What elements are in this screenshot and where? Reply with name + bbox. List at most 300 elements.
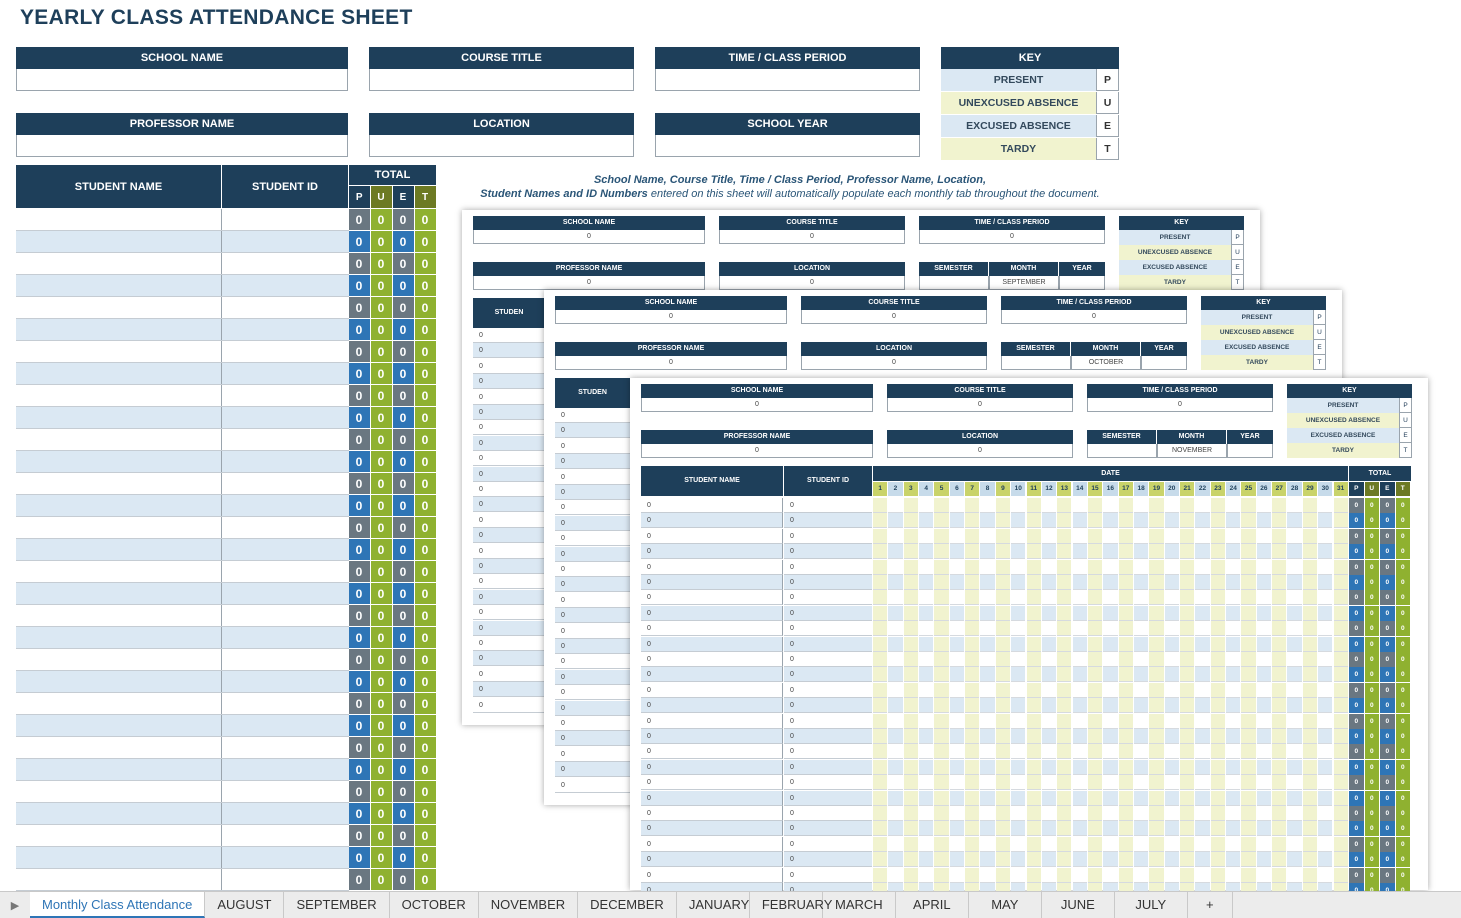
pv-day-cell[interactable]	[950, 667, 964, 682]
pv-day-cell[interactable]	[1165, 744, 1179, 759]
pv-day-cell[interactable]	[1149, 621, 1163, 636]
pv-day-cell[interactable]	[919, 652, 933, 667]
pv-day-cell[interactable]	[1195, 729, 1209, 744]
pv-day-cell[interactable]	[1011, 652, 1025, 667]
pv-day-cell[interactable]	[1027, 760, 1041, 775]
pv-day-cell[interactable]	[1057, 791, 1071, 806]
pv-day-cell[interactable]	[1195, 575, 1209, 590]
pv-day-cell[interactable]	[1180, 868, 1194, 883]
pv-day-cell[interactable]	[1149, 606, 1163, 621]
student-id-cell[interactable]	[222, 319, 349, 341]
pv-day-cell[interactable]	[1226, 729, 1240, 744]
school-year-field[interactable]	[655, 113, 920, 157]
pv-day-cell[interactable]	[1165, 775, 1179, 790]
pv-day-cell[interactable]	[1057, 621, 1071, 636]
student-name-cell[interactable]	[16, 231, 222, 253]
pv-day-cell[interactable]	[1195, 714, 1209, 729]
time-class-period-input[interactable]	[655, 69, 920, 91]
pv-day-cell[interactable]	[1027, 791, 1041, 806]
pv-day-cell[interactable]	[888, 606, 902, 621]
pv-day-cell[interactable]	[1211, 590, 1225, 605]
pv-day-cell[interactable]	[888, 667, 902, 682]
pv-day-cell[interactable]	[1241, 760, 1255, 775]
pv-day-cell[interactable]	[1042, 837, 1056, 852]
pv-day-cell[interactable]	[919, 868, 933, 883]
pv-day-cell[interactable]	[1103, 775, 1117, 790]
pv-day-cell[interactable]	[919, 513, 933, 528]
pv-day-cell[interactable]	[873, 621, 887, 636]
pv-day-cell[interactable]	[980, 806, 994, 821]
pv-day-cell[interactable]	[934, 590, 948, 605]
pv-day-cell[interactable]	[1165, 698, 1179, 713]
pv-day-cell[interactable]	[1119, 667, 1133, 682]
pv-day-cell[interactable]	[1257, 683, 1271, 698]
pv-day-cell[interactable]	[1165, 683, 1179, 698]
pv-day-cell[interactable]	[934, 544, 948, 559]
pv-day-cell[interactable]	[1241, 868, 1255, 883]
pv-day-cell[interactable]	[904, 729, 918, 744]
pv-day-cell[interactable]	[1027, 714, 1041, 729]
pv-day-cell[interactable]	[888, 744, 902, 759]
pv-day-cell[interactable]	[934, 852, 948, 867]
student-name-cell[interactable]	[16, 407, 222, 429]
pv-day-cell[interactable]	[1334, 529, 1348, 544]
pv-day-cell[interactable]	[1165, 791, 1179, 806]
pv-day-cell[interactable]	[980, 652, 994, 667]
pv-day-cell[interactable]	[1134, 529, 1148, 544]
pv-day-cell[interactable]	[1088, 667, 1102, 682]
pv-day-cell[interactable]	[1057, 775, 1071, 790]
pv-day-cell[interactable]	[1119, 837, 1133, 852]
pv-day-cell[interactable]	[1257, 806, 1271, 821]
pv-day-cell[interactable]	[996, 837, 1010, 852]
pv-day-cell[interactable]	[1303, 529, 1317, 544]
student-name-cell[interactable]	[16, 495, 222, 517]
pv-day-cell[interactable]	[1103, 667, 1117, 682]
pv-day-cell[interactable]	[1318, 837, 1332, 852]
pv-day-cell[interactable]	[1103, 637, 1117, 652]
pv-day-cell[interactable]	[1073, 791, 1087, 806]
pv-day-cell[interactable]	[1334, 837, 1348, 852]
pv-day-cell[interactable]	[1180, 621, 1194, 636]
pv-day-cell[interactable]	[1257, 590, 1271, 605]
pv-day-cell[interactable]	[965, 498, 979, 513]
pv-day-cell[interactable]	[950, 529, 964, 544]
pv-day-cell[interactable]	[873, 729, 887, 744]
pv-day-cell[interactable]	[1195, 837, 1209, 852]
pv-day-cell[interactable]	[1149, 560, 1163, 575]
pv-day-cell[interactable]	[1303, 852, 1317, 867]
add-sheet-button[interactable]: +	[1188, 892, 1233, 918]
pv-day-cell[interactable]	[996, 544, 1010, 559]
pv-day-cell[interactable]	[1088, 714, 1102, 729]
pv-day-cell[interactable]	[1011, 806, 1025, 821]
pv-day-cell[interactable]	[1287, 806, 1301, 821]
pv-day-cell[interactable]	[1119, 529, 1133, 544]
pv-day-cell[interactable]	[1272, 837, 1286, 852]
pv-day-cell[interactable]	[1149, 529, 1163, 544]
pv-day-cell[interactable]	[1334, 714, 1348, 729]
pv-day-cell[interactable]	[1272, 529, 1286, 544]
pv-day-cell[interactable]	[1027, 852, 1041, 867]
pv-day-cell[interactable]	[996, 729, 1010, 744]
pv-day-cell[interactable]	[1180, 498, 1194, 513]
pv-day-cell[interactable]	[1027, 637, 1041, 652]
pv-day-cell[interactable]	[1257, 606, 1271, 621]
pv-day-cell[interactable]	[1318, 529, 1332, 544]
pv-day-cell[interactable]	[1226, 513, 1240, 528]
pv-day-cell[interactable]	[980, 621, 994, 636]
pv-day-cell[interactable]	[1011, 868, 1025, 883]
pv-day-cell[interactable]	[996, 821, 1010, 836]
pv-day-cell[interactable]	[1211, 821, 1225, 836]
pv-day-cell[interactable]	[1057, 575, 1071, 590]
pv-day-cell[interactable]	[1011, 760, 1025, 775]
pv-day-cell[interactable]	[1042, 590, 1056, 605]
pv-day-cell[interactable]	[1334, 791, 1348, 806]
pv-day-cell[interactable]	[1073, 621, 1087, 636]
pv-day-cell[interactable]	[1257, 852, 1271, 867]
pv-day-cell[interactable]	[1119, 513, 1133, 528]
pv-day-cell[interactable]	[996, 606, 1010, 621]
pv-day-cell[interactable]	[1226, 667, 1240, 682]
pv-day-cell[interactable]	[904, 791, 918, 806]
pv-day-cell[interactable]	[1334, 760, 1348, 775]
pv-day-cell[interactable]	[1180, 714, 1194, 729]
pv-day-cell[interactable]	[1226, 529, 1240, 544]
pv-day-cell[interactable]	[1180, 575, 1194, 590]
pv-day-cell[interactable]	[888, 590, 902, 605]
student-name-cell[interactable]	[16, 869, 222, 891]
pv-day-cell[interactable]	[1088, 529, 1102, 544]
pv-day-cell[interactable]	[1272, 729, 1286, 744]
pv-day-cell[interactable]	[1287, 544, 1301, 559]
student-name-cell[interactable]	[16, 473, 222, 495]
pv-day-cell[interactable]	[1287, 590, 1301, 605]
pv-day-cell[interactable]	[904, 698, 918, 713]
pv-day-cell[interactable]	[934, 621, 948, 636]
pv-day-cell[interactable]	[1027, 837, 1041, 852]
student-id-cell[interactable]	[222, 759, 349, 781]
pv-day-cell[interactable]	[888, 621, 902, 636]
pv-day-cell[interactable]	[1226, 852, 1240, 867]
professor-name-field[interactable]	[16, 113, 348, 157]
pv-day-cell[interactable]	[1103, 806, 1117, 821]
pv-day-cell[interactable]	[1195, 513, 1209, 528]
pv-day-cell[interactable]	[873, 606, 887, 621]
pv-day-cell[interactable]	[1180, 637, 1194, 652]
pv-day-cell[interactable]	[1011, 637, 1025, 652]
pv-day-cell[interactable]	[1103, 683, 1117, 698]
pv-day-cell[interactable]	[1165, 806, 1179, 821]
pv-day-cell[interactable]	[1027, 868, 1041, 883]
pv-day-cell[interactable]	[1149, 852, 1163, 867]
pv-day-cell[interactable]	[934, 652, 948, 667]
pv-day-cell[interactable]	[1303, 868, 1317, 883]
pv-day-cell[interactable]	[1149, 544, 1163, 559]
pv-day-cell[interactable]	[1287, 868, 1301, 883]
pv-day-cell[interactable]	[1226, 637, 1240, 652]
pv-day-cell[interactable]	[873, 544, 887, 559]
pv-day-cell[interactable]	[1287, 791, 1301, 806]
pv-day-cell[interactable]	[1334, 806, 1348, 821]
pv-day-cell[interactable]	[919, 729, 933, 744]
pv-day-cell[interactable]	[1103, 621, 1117, 636]
pv-day-cell[interactable]	[1211, 652, 1225, 667]
pv-day-cell[interactable]	[1180, 529, 1194, 544]
pv-day-cell[interactable]	[1180, 667, 1194, 682]
student-name-cell[interactable]	[16, 561, 222, 583]
pv-day-cell[interactable]	[1165, 714, 1179, 729]
pv-day-cell[interactable]	[1073, 498, 1087, 513]
pv-day-cell[interactable]	[1318, 498, 1332, 513]
pv-day-cell[interactable]	[873, 683, 887, 698]
pv-day-cell[interactable]	[1257, 667, 1271, 682]
pv-day-cell[interactable]	[1318, 852, 1332, 867]
pv-day-cell[interactable]	[1165, 621, 1179, 636]
pv-day-cell[interactable]	[1134, 806, 1148, 821]
pv-day-cell[interactable]	[934, 606, 948, 621]
pv-day-cell[interactable]	[965, 760, 979, 775]
pv-day-cell[interactable]	[996, 637, 1010, 652]
pv-day-cell[interactable]	[888, 760, 902, 775]
pv-day-cell[interactable]	[1119, 744, 1133, 759]
pv-day-cell[interactable]	[1180, 852, 1194, 867]
pv-day-cell[interactable]	[965, 714, 979, 729]
pv-day-cell[interactable]	[904, 744, 918, 759]
pv-day-cell[interactable]	[1165, 729, 1179, 744]
pv-day-cell[interactable]	[1119, 621, 1133, 636]
pv-day-cell[interactable]	[1241, 637, 1255, 652]
pv-day-cell[interactable]	[1211, 606, 1225, 621]
pv-day-cell[interactable]	[1042, 714, 1056, 729]
pv-day-cell[interactable]	[1088, 837, 1102, 852]
pv-day-cell[interactable]	[1134, 590, 1148, 605]
pv-day-cell[interactable]	[1042, 513, 1056, 528]
pv-day-cell[interactable]	[996, 744, 1010, 759]
pv-day-cell[interactable]	[950, 637, 964, 652]
pv-day-cell[interactable]	[1042, 760, 1056, 775]
pv-day-cell[interactable]	[1073, 606, 1087, 621]
pv-day-cell[interactable]	[1057, 637, 1071, 652]
pv-day-cell[interactable]	[1303, 775, 1317, 790]
pv-day-cell[interactable]	[1272, 806, 1286, 821]
pv-day-cell[interactable]	[1011, 513, 1025, 528]
pv-day-cell[interactable]	[934, 868, 948, 883]
student-name-cell[interactable]	[16, 363, 222, 385]
pv-day-cell[interactable]	[873, 791, 887, 806]
pv-day-cell[interactable]	[934, 837, 948, 852]
pv-day-cell[interactable]	[888, 529, 902, 544]
pv-day-cell[interactable]	[1027, 606, 1041, 621]
pv-day-cell[interactable]	[1334, 590, 1348, 605]
pv-day-cell[interactable]	[1195, 760, 1209, 775]
pv-day-cell[interactable]	[1057, 683, 1071, 698]
pv-day-cell[interactable]	[1226, 868, 1240, 883]
pv-day-cell[interactable]	[1027, 775, 1041, 790]
pv-day-cell[interactable]	[1272, 791, 1286, 806]
pv-day-cell[interactable]	[873, 852, 887, 867]
pv-day-cell[interactable]	[904, 760, 918, 775]
pv-day-cell[interactable]	[1103, 852, 1117, 867]
pv-day-cell[interactable]	[965, 806, 979, 821]
pv-day-cell[interactable]	[1226, 760, 1240, 775]
pv-day-cell[interactable]	[980, 513, 994, 528]
pv-day-cell[interactable]	[1211, 698, 1225, 713]
pv-day-cell[interactable]	[1287, 698, 1301, 713]
pv-day-cell[interactable]	[1303, 714, 1317, 729]
pv-day-cell[interactable]	[1287, 637, 1301, 652]
pv-day-cell[interactable]	[950, 560, 964, 575]
pv-day-cell[interactable]	[996, 698, 1010, 713]
student-id-cell[interactable]	[222, 583, 349, 605]
pv-day-cell[interactable]	[1180, 698, 1194, 713]
pv-day-cell[interactable]	[1195, 544, 1209, 559]
pv-day-cell[interactable]	[1226, 560, 1240, 575]
pv-day-cell[interactable]	[965, 837, 979, 852]
pv-day-cell[interactable]	[1287, 837, 1301, 852]
pv-day-cell[interactable]	[934, 775, 948, 790]
pv-day-cell[interactable]	[1011, 837, 1025, 852]
pv-day-cell[interactable]	[1195, 590, 1209, 605]
pv-day-cell[interactable]	[1334, 652, 1348, 667]
pv-day-cell[interactable]	[1318, 560, 1332, 575]
pv-day-cell[interactable]	[888, 837, 902, 852]
pv-day-cell[interactable]	[1057, 837, 1071, 852]
pv-day-cell[interactable]	[1057, 560, 1071, 575]
pv-day-cell[interactable]	[1134, 667, 1148, 682]
pv-day-cell[interactable]	[1073, 852, 1087, 867]
pv-day-cell[interactable]	[1119, 590, 1133, 605]
sheet-tab-april[interactable]: APRIL	[896, 892, 969, 918]
pv-day-cell[interactable]	[934, 791, 948, 806]
pv-day-cell[interactable]	[1272, 760, 1286, 775]
pv-day-cell[interactable]	[1088, 560, 1102, 575]
pv-day-cell[interactable]	[888, 852, 902, 867]
student-id-cell[interactable]	[222, 693, 349, 715]
pv-day-cell[interactable]	[904, 498, 918, 513]
pv-day-cell[interactable]	[1272, 744, 1286, 759]
pv-day-cell[interactable]	[1287, 575, 1301, 590]
pv-day-cell[interactable]	[1211, 667, 1225, 682]
pv-day-cell[interactable]	[873, 652, 887, 667]
pv-day-cell[interactable]	[1272, 652, 1286, 667]
pv-day-cell[interactable]	[1027, 544, 1041, 559]
pv-day-cell[interactable]	[888, 683, 902, 698]
pv-day-cell[interactable]	[1257, 821, 1271, 836]
pv-day-cell[interactable]	[904, 852, 918, 867]
pv-day-cell[interactable]	[1180, 837, 1194, 852]
pv-day-cell[interactable]	[1180, 744, 1194, 759]
pv-day-cell[interactable]	[950, 714, 964, 729]
pv-day-cell[interactable]	[1226, 837, 1240, 852]
pv-day-cell[interactable]	[1119, 698, 1133, 713]
pv-day-cell[interactable]	[919, 606, 933, 621]
student-id-cell[interactable]	[222, 209, 349, 231]
student-name-cell[interactable]	[16, 583, 222, 605]
pv-day-cell[interactable]	[1318, 667, 1332, 682]
pv-day-cell[interactable]	[1103, 698, 1117, 713]
pv-day-cell[interactable]	[996, 560, 1010, 575]
pv-day-cell[interactable]	[1211, 852, 1225, 867]
pv-day-cell[interactable]	[1303, 590, 1317, 605]
student-id-cell[interactable]	[222, 297, 349, 319]
pv-day-cell[interactable]	[888, 698, 902, 713]
pv-day-cell[interactable]	[919, 529, 933, 544]
pv-day-cell[interactable]	[1226, 544, 1240, 559]
pv-day-cell[interactable]	[1241, 744, 1255, 759]
pv-day-cell[interactable]	[1073, 760, 1087, 775]
pv-day-cell[interactable]	[1318, 513, 1332, 528]
sheet-tab-may[interactable]: MAY	[969, 892, 1042, 918]
pv-day-cell[interactable]	[1149, 698, 1163, 713]
pv-day-cell[interactable]	[1334, 729, 1348, 744]
pv-day-cell[interactable]	[1195, 683, 1209, 698]
pv-day-cell[interactable]	[950, 590, 964, 605]
pv-day-cell[interactable]	[1287, 560, 1301, 575]
pv-day-cell[interactable]	[934, 575, 948, 590]
pv-day-cell[interactable]	[1226, 621, 1240, 636]
pv-day-cell[interactable]	[1334, 498, 1348, 513]
pv-day-cell[interactable]	[1303, 560, 1317, 575]
pv-day-cell[interactable]	[1272, 621, 1286, 636]
pv-day-cell[interactable]	[1134, 729, 1148, 744]
pv-day-cell[interactable]	[1073, 590, 1087, 605]
pv-day-cell[interactable]	[888, 575, 902, 590]
pv-day-cell[interactable]	[1257, 837, 1271, 852]
pv-day-cell[interactable]	[1287, 606, 1301, 621]
pv-day-cell[interactable]	[1241, 544, 1255, 559]
pv-day-cell[interactable]	[965, 544, 979, 559]
pv-day-cell[interactable]	[1241, 529, 1255, 544]
sheet-tab-june[interactable]: JUNE	[1042, 892, 1115, 918]
pv-day-cell[interactable]	[1119, 729, 1133, 744]
pv-day-cell[interactable]	[1257, 775, 1271, 790]
pv-day-cell[interactable]	[1180, 513, 1194, 528]
pv-day-cell[interactable]	[1303, 575, 1317, 590]
pv-day-cell[interactable]	[904, 544, 918, 559]
pv-day-cell[interactable]	[1195, 667, 1209, 682]
pv-day-cell[interactable]	[873, 637, 887, 652]
pv-day-cell[interactable]	[1303, 683, 1317, 698]
pv-day-cell[interactable]	[1165, 606, 1179, 621]
pv-day-cell[interactable]	[904, 621, 918, 636]
pv-day-cell[interactable]	[919, 837, 933, 852]
pv-day-cell[interactable]	[950, 837, 964, 852]
pv-day-cell[interactable]	[1057, 529, 1071, 544]
pv-day-cell[interactable]	[1088, 868, 1102, 883]
pv-day-cell[interactable]	[1088, 791, 1102, 806]
pv-day-cell[interactable]	[980, 529, 994, 544]
pv-day-cell[interactable]	[1241, 606, 1255, 621]
student-id-cell[interactable]	[222, 473, 349, 495]
pv-day-cell[interactable]	[1103, 606, 1117, 621]
pv-day-cell[interactable]	[1088, 652, 1102, 667]
pv-day-cell[interactable]	[1011, 744, 1025, 759]
pv-day-cell[interactable]	[904, 637, 918, 652]
pv-day-cell[interactable]	[1180, 729, 1194, 744]
sheet-tab-september[interactable]: SEPTEMBER	[284, 892, 389, 918]
pv-day-cell[interactable]	[965, 775, 979, 790]
pv-day-cell[interactable]	[1318, 821, 1332, 836]
student-id-cell[interactable]	[222, 847, 349, 869]
pv-day-cell[interactable]	[1272, 868, 1286, 883]
student-id-cell[interactable]	[222, 231, 349, 253]
pv-day-cell[interactable]	[1011, 575, 1025, 590]
school-name-input[interactable]	[16, 69, 348, 91]
pv-day-cell[interactable]	[1011, 621, 1025, 636]
pv-day-cell[interactable]	[1073, 775, 1087, 790]
